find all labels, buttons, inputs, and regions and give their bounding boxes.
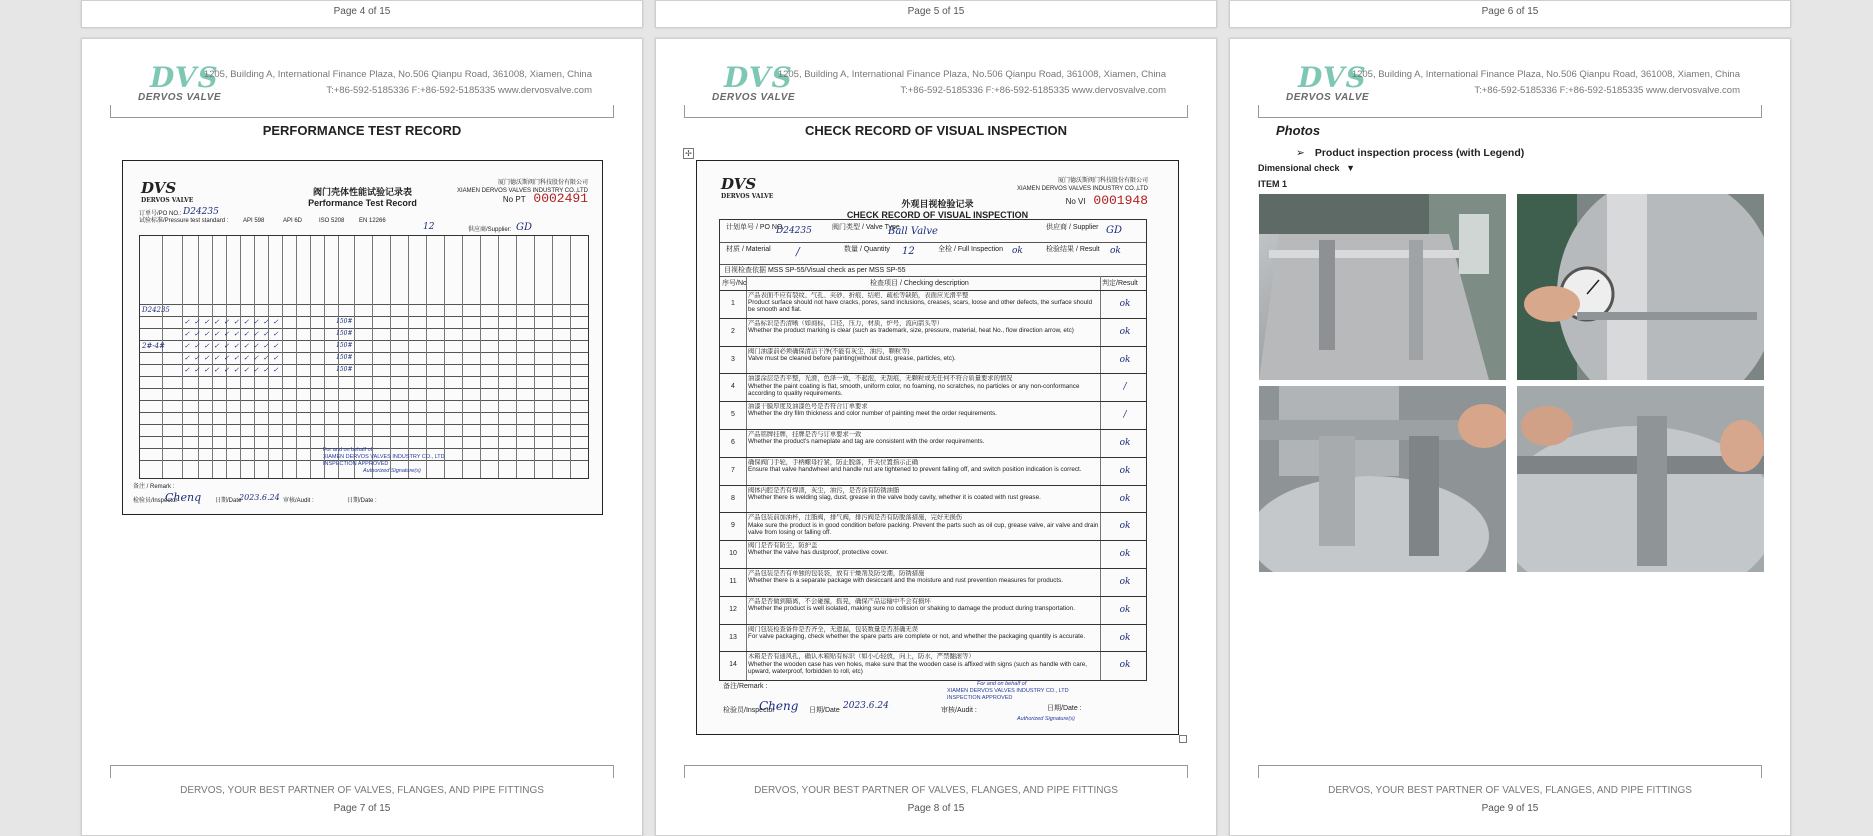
- type-label: 阀门类型 / Valve Type: [832, 224, 900, 231]
- row-result: ok: [1119, 493, 1131, 504]
- inspection-row: [720, 318, 1146, 347]
- row-number: 11: [729, 578, 737, 585]
- row-description-en: Whether the wooden case has ven holes, make sure that the wooden case is affixed with signs (such as handle with care, upward, waterproof, forbidden to roll, etc): [748, 660, 1088, 675]
- inspector-signature: Cheng: [759, 699, 799, 713]
- logo-text: DERVOS VALVE: [1286, 92, 1370, 103]
- inspection-row: [720, 290, 1146, 319]
- po-value: D24235: [183, 207, 219, 217]
- inspector-signature: Chenq: [165, 491, 202, 504]
- row-number: 14: [729, 661, 737, 669]
- contact-line: T:+86-592-5185336 F:+86-592-5185335 www.dervosvalve.com: [1474, 85, 1740, 96]
- row-description: [748, 431, 1100, 445]
- po-value: D24235: [776, 226, 812, 236]
- scan-title: 阀门壳体性能试验记录表 Performance Test Record: [308, 187, 417, 208]
- row-result: ok: [1119, 577, 1131, 587]
- row-number: 9: [731, 522, 735, 530]
- table-move-handle[interactable]: ✢: [683, 148, 694, 159]
- po-label: 订单号/PO NO.:: [139, 211, 182, 217]
- row-number: 12: [729, 605, 737, 613]
- std-opt3: ISO 5208: [319, 218, 345, 224]
- scan-company: 厦门德沃斯阀门科技股份有限公司 XIAMEN DERVOS VALVES INDUSTRY CO.,LTD: [456, 180, 588, 194]
- row-description-cn: 产品是否做到隔离，不会碰撞，摇晃，确保产品运输中不会有损坏: [748, 597, 931, 605]
- address-line: 1205, Building A, International Finance Plaza, No.506 Qianpu Road, 361008, Xiamen, China: [1351, 69, 1740, 80]
- inspection-row: [720, 624, 1146, 653]
- row-description-cn: 阀门是否有防尘，防护盖: [748, 542, 818, 550]
- page-6-partial: [1229, 0, 1791, 28]
- row-description: [748, 542, 1100, 556]
- header-address: [204, 67, 592, 99]
- hand-checks-4: ✓✓✓✓✓✓✓✓✓✓: [184, 354, 283, 362]
- page-number: Page 6 of 15: [1481, 6, 1539, 17]
- page-number: Page 8 of 15: [907, 803, 965, 814]
- date2-label: 日期/Date :: [1047, 705, 1082, 712]
- performance-test-scan: [122, 160, 603, 515]
- audit-label: 审核/Audit :: [941, 707, 977, 714]
- hand-class-1: 150#: [336, 318, 353, 325]
- row-description-cn: 阀体内腔是否有焊渣，灰尘，油污，是否涂有防锈油脂: [748, 486, 900, 494]
- supplier-value: GD: [516, 222, 533, 233]
- row-result: ok: [1119, 465, 1131, 476]
- row-description-en: Whether there is a separate package with desiccant and the moisture and rust prevention measures for products.: [748, 577, 1064, 585]
- row-description-cn: 阀门包装检查备件是否齐全，无遗漏，包装数量是否准确无误: [748, 625, 919, 633]
- hand-class-2: 150#: [336, 330, 353, 337]
- row-description: [748, 403, 1100, 417]
- inspection-row: [720, 401, 1146, 430]
- hand-checks-2: ✓✓✓✓✓✓✓✓✓✓: [184, 330, 283, 338]
- inspection-row: [720, 651, 1146, 680]
- material-value: /: [796, 245, 800, 258]
- row-description-en: Whether the dry film thickness and color number of painting meet the order requirements.: [748, 410, 997, 418]
- inspection-row: [720, 429, 1146, 458]
- col-result: 判定/Result: [1102, 280, 1138, 287]
- hand-class-4: 150#: [336, 354, 353, 361]
- page-number: Page 7 of 15: [333, 803, 391, 814]
- address-line: 1205, Building A, International Finance Plaza, No.506 Qianpu Road, 361008, Xiamen, China: [203, 69, 592, 80]
- footer-rule: [110, 765, 614, 776]
- result-value: ok: [1110, 246, 1121, 256]
- row-description: [748, 514, 1100, 536]
- dropdown-arrow-icon[interactable]: ▼: [1346, 163, 1355, 173]
- photo-dial-gauge: [1517, 194, 1764, 380]
- result-label: 检验结果 / Result: [1046, 246, 1100, 253]
- hand-class-3: 150#: [336, 342, 353, 349]
- page-9: [1229, 38, 1791, 836]
- std-opt1: API 598: [243, 218, 265, 224]
- header-rule: [684, 107, 1188, 118]
- row-description-cn: 产品包装前加油杯，注脂阀，排气阀，排污阀是否有防脱落措施，完好无损伤: [748, 514, 963, 522]
- row-result: /: [1123, 410, 1127, 421]
- photos-heading: Photos: [1276, 123, 1321, 138]
- inspection-row: [720, 373, 1146, 402]
- row-number: 6: [731, 439, 735, 446]
- row-result: ok: [1119, 326, 1131, 337]
- std-label: 试验标准/Pressure test standard :: [139, 218, 229, 224]
- row-number: 10: [729, 550, 737, 558]
- row-description: [748, 653, 1100, 675]
- footer-rule: [1258, 765, 1762, 776]
- hand-checks-3: ✓✓✓✓✓✓✓✓✓✓: [184, 342, 283, 350]
- header-rule: [1258, 107, 1762, 118]
- scan-title: 外观目视检验记录 CHECK RECORD OF VISUAL INSPECTION: [846, 199, 1029, 220]
- row-description-cn: 产品铭牌挂牌，挂牌是否与订单要求一致: [748, 431, 862, 438]
- row-description: [748, 292, 1100, 314]
- section-title: PERFORMANCE TEST RECORD: [262, 123, 462, 138]
- page-number: Page 5 of 15: [907, 6, 965, 17]
- full-inspection-value: ok: [1012, 246, 1023, 256]
- date-label: 日期/Date: [809, 707, 840, 714]
- row-result: ok: [1119, 632, 1131, 643]
- row-description-en: Valve must be cleaned before painting(without dust, grease, particles, etc).: [748, 354, 956, 362]
- row-number: 7: [731, 466, 735, 474]
- footer-rule: [684, 765, 1188, 776]
- contact-line: T:+86-592-5185336 F:+86-592-5185335 www.dervosvalve.com: [326, 85, 592, 96]
- inspection-row: [720, 540, 1146, 569]
- approval-stamp: For and on behalf of XIAMEN DERVOS VALVES INDUSTRY CO., LTD INSPECTION APPROVED Authorized Signature(s): [323, 447, 445, 474]
- logo-mark: DVS: [1298, 61, 1367, 94]
- date2-label: 日期/Date :: [347, 498, 377, 504]
- photo-caliper-2: [1259, 386, 1506, 572]
- row-number: 1: [731, 300, 735, 307]
- page-5-partial: [655, 0, 1217, 28]
- row-description-cn: 产品表面不应有裂纹、气孔、夹砂、折痕、结疤、疏松等缺陷，表面应光滑平整: [748, 292, 969, 299]
- photo-caliper-1: [1259, 194, 1506, 380]
- row-description-en: Make sure the product is in good condition before packing. Prevent the parts such as oil cup, grease valve, air valve and drain valve from losing or falling off.: [748, 521, 1099, 536]
- row-description-en: Ensure that valve handwheel and handle nut are tightened to prevent falling off, and switch position indication is correct.: [748, 466, 1082, 473]
- page-number: Page 9 of 15: [1481, 803, 1539, 814]
- row-description: [748, 459, 1100, 473]
- inspection-table: [719, 219, 1147, 681]
- page-number: Page 4 of 15: [333, 6, 391, 17]
- header-rule: [110, 107, 614, 118]
- material-label: 材质 / Material: [726, 246, 771, 253]
- po-label: 计划单号 / PO NO.: [726, 224, 785, 231]
- row-description: [748, 570, 1100, 584]
- row-result: ok: [1119, 521, 1131, 532]
- supplier-label: 供应商/Supplier:: [468, 227, 512, 233]
- visual-inspection-scan: [696, 160, 1179, 735]
- std-opt4: EN 12266: [359, 218, 386, 224]
- row-number: 4: [731, 383, 735, 391]
- item-label: ITEM 1: [1258, 179, 1288, 189]
- row-description-cn: 木箱是否有通风孔，确认木箱贴有标识（如小心轻放，向上，防水，严禁翻滚等）: [748, 653, 975, 661]
- row-result: ok: [1119, 604, 1131, 615]
- footer-slogan: DERVOS, YOUR BEST PARTNER OF VALVES, FLANGES, AND PIPE FITTINGS: [754, 785, 1118, 796]
- inspection-row: [720, 512, 1146, 541]
- inspection-row: [720, 568, 1146, 597]
- footer-slogan: DERVOS, YOUR BEST PARTNER OF VALVES, FLANGES, AND PIPE FITTINGS: [1328, 785, 1692, 796]
- logo-mark: DVS: [150, 61, 219, 94]
- full-inspection-label: 全检 / Full Inspection: [938, 246, 1003, 253]
- bullet-arrow-icon: ➢: [1296, 147, 1305, 159]
- row-description: [748, 375, 1100, 397]
- remark-label: 备注/Remark :: [723, 683, 768, 690]
- row-description-en: Whether the product is well isolated, making sure no collision or shaking to damage the product during transportation.: [748, 605, 1075, 612]
- row-result: ok: [1119, 660, 1131, 671]
- row-number: 2: [731, 327, 735, 335]
- row-description: [748, 598, 1100, 612]
- date-value: 2023.6.24: [239, 493, 280, 502]
- row-description-cn: 产品标识是否清晰（如商标，口径，压力，材质，炉号，流向箭头等）: [748, 319, 944, 327]
- qty-value: 12: [902, 246, 915, 257]
- row-description-en: Whether there is welding slag, dust, grease in the valve body cavity, whether it is coated with rust grease.: [748, 493, 1041, 501]
- row-description: [748, 348, 1100, 362]
- row-description-cn: 油漆干膜厚度及油漆色号是否符合订单要求: [748, 403, 868, 411]
- audit-label: 审核/Audit :: [283, 498, 314, 504]
- row-description: [748, 626, 1100, 640]
- serial-number: No VI 0001948: [1065, 193, 1148, 208]
- row-result: ok: [1119, 438, 1131, 448]
- row-description: [748, 320, 1100, 334]
- remark-label: 备注 / Remark :: [133, 484, 175, 490]
- row-description-en: For valve packaging, check whether the spare parts are complete or not, and whether the packaging quantity is accurate.: [748, 632, 1086, 640]
- date-label: 日期/Date: [215, 498, 242, 504]
- header-address: [1352, 67, 1740, 99]
- row-result: ok: [1119, 299, 1131, 309]
- hand-row-2: 2#-4#: [142, 342, 166, 350]
- scan-company: 厦门德沃斯阀门科技股份有限公司 XIAMEN DERVOS VALVES INDUSTRY CO.,LTD: [1016, 178, 1148, 192]
- col-desc: 检查项目 / Checking description: [870, 280, 969, 287]
- approval-stamp: For and on behalf of XIAMEN DERVOS VALVES INDUSTRY CO., LTD INSPECTION APPROVED: [947, 681, 1069, 701]
- row-number: 5: [731, 411, 735, 419]
- hand-class-5: 150#: [336, 366, 353, 373]
- inspection-row: [720, 346, 1146, 375]
- row-description-cn: 确保阀门手轮，手柄螺母拧紧，防止脱落，开关位置指示正确: [748, 458, 919, 466]
- address-line: 1205, Building A, International Finance Plaza, No.506 Qianpu Road, 361008, Xiamen, China: [777, 69, 1166, 80]
- row-description: [748, 487, 1100, 501]
- inspection-basis: 目视检查依据 MSS SP-55/Visual check as per MSS SP-55: [724, 267, 906, 274]
- row-result: ok: [1119, 549, 1131, 560]
- inspection-row: [720, 596, 1146, 625]
- std-opt2: API 6D: [283, 218, 303, 224]
- contact-line: T:+86-592-5185336 F:+86-592-5185335 www.dervosvalve.com: [900, 85, 1166, 96]
- process-bullet: [1296, 147, 1524, 159]
- row-description-en: Whether the product's nameplate and tag are consistent with the order requirements.: [748, 438, 985, 446]
- inspector-label: 检验员/Inspector: [723, 707, 775, 714]
- row-number: 13: [729, 633, 737, 641]
- row-description-cn: 油漆涂层是否平整，光滑，色泽一致，不起泡，无刮痕，无颗粒或无任何不符合质量要求的情况: [748, 375, 1013, 383]
- inspection-row: [720, 457, 1146, 486]
- footer-slogan: DERVOS, YOUR BEST PARTNER OF VALVES, FLANGES, AND PIPE FITTINGS: [180, 785, 544, 796]
- hand-checks-1: ✓✓✓✓✓✓✓✓✓✓: [184, 318, 283, 326]
- inspector-label: 检验员/Inspector: [133, 498, 178, 504]
- bullet-text: Product inspection process (with Legend): [1314, 147, 1525, 159]
- hand-row-1: D24235: [142, 306, 170, 314]
- supplier-label: 供应商 / Supplier: [1046, 224, 1099, 231]
- qty-label: 数量 / Quantity: [844, 246, 890, 253]
- col-no: 序号/No: [722, 280, 747, 287]
- test-table: [139, 235, 589, 479]
- table-resize-handle[interactable]: [1179, 735, 1187, 743]
- section-title: CHECK RECORD OF VISUAL INSPECTION: [805, 123, 1067, 138]
- row-description-en: Whether the valve has dustproof, protective cover.: [748, 549, 889, 557]
- hand-checks-5: ✓✓✓✓✓✓✓✓✓✓: [184, 366, 283, 374]
- row-description-en: Whether the paint coating is flat, smooth, uniform color, no foaming, no scratches, no particles or any non-conformance according to quality requirements.: [748, 382, 1080, 397]
- inspection-row: [720, 485, 1146, 514]
- dimensional-check-label: Dimensional check ▼: [1258, 163, 1355, 173]
- page-4-partial: [81, 0, 643, 28]
- photo-caliper-3: [1517, 386, 1764, 572]
- type-value: Ball Valve: [888, 226, 938, 237]
- logo-text: DERVOS VALVE: [138, 92, 222, 103]
- serial-number: No PT 0002491: [502, 191, 588, 206]
- supplier-value: GD: [1106, 225, 1123, 236]
- page-8: [655, 38, 1217, 836]
- row-description-cn: 阀门油漆前必须确保清洁干净(不能有灰尘，油污，颗粒等): [748, 347, 910, 355]
- row-description-en: Product surface should not have cracks, pores, sand inclusions, creases, scars, loose and other defects, the surface should be smooth and flat.: [748, 299, 1093, 314]
- scan-logo: DVS DERVOS VALVE: [721, 175, 774, 200]
- row-number: 8: [731, 494, 735, 502]
- scan-logo: DVS DERVOS VALVE: [141, 179, 194, 204]
- authorized-signature: Authorized Signature(s): [1017, 716, 1075, 722]
- quantity-value: 12: [423, 222, 435, 232]
- row-description-cn: 产品包装是否有单独的包装袋，放有干燥剂及防受潮，防锈措施: [748, 570, 925, 577]
- date-value: 2023.6.24: [843, 701, 889, 711]
- logo-text: DERVOS VALVE: [712, 92, 796, 103]
- row-result: /: [1123, 382, 1127, 393]
- logo-mark: DVS: [724, 61, 793, 94]
- row-description-en: Whether the product marking is clear (such as trademark, size, pressure, material, heat No., flow direction arrow, etc): [748, 327, 1074, 334]
- row-result: ok: [1119, 354, 1131, 365]
- row-number: 3: [731, 355, 735, 363]
- page-7: [81, 38, 643, 836]
- header-address: [778, 67, 1166, 99]
